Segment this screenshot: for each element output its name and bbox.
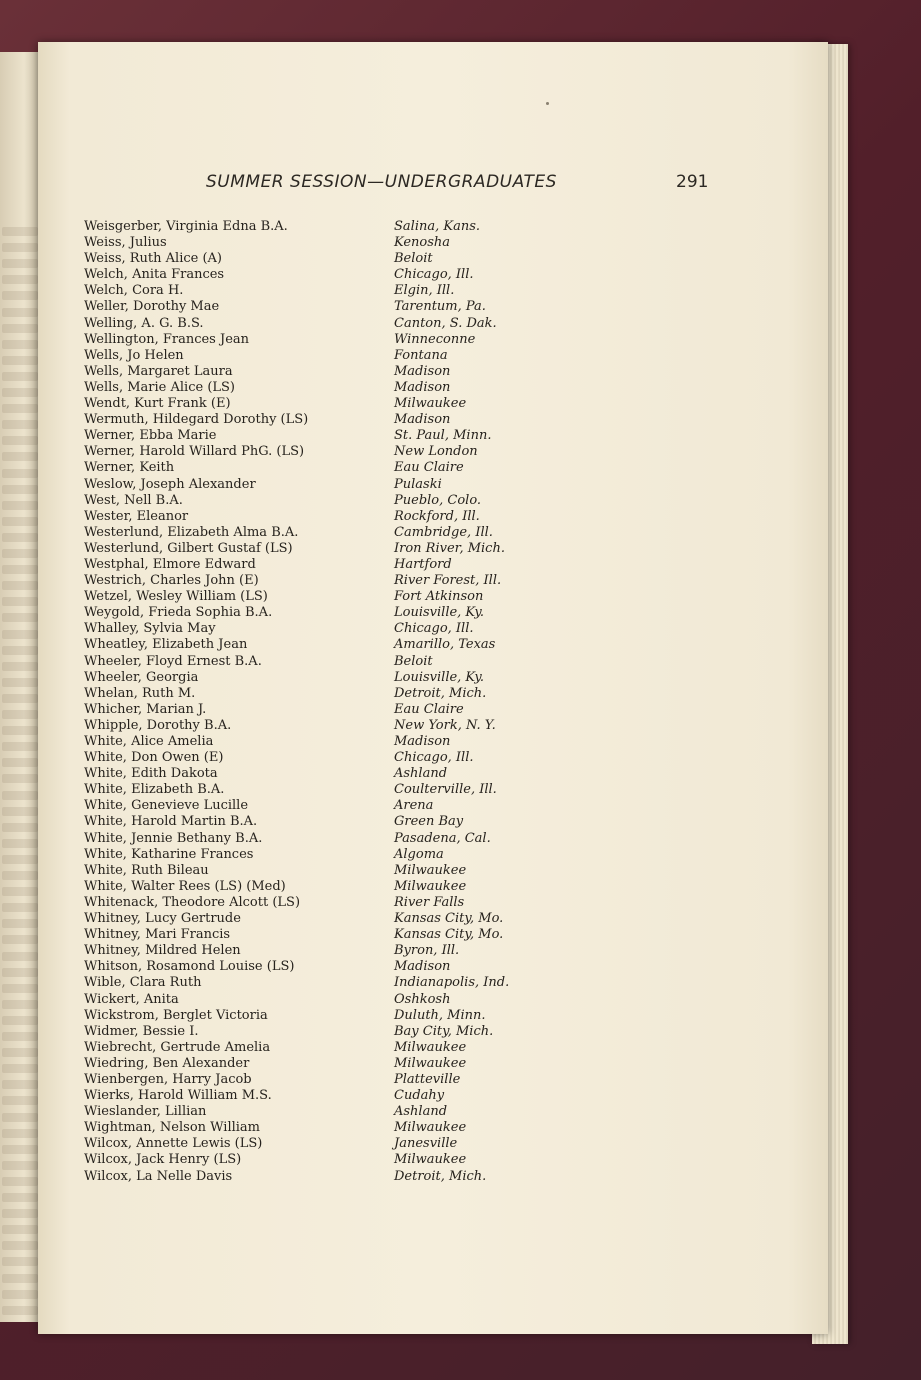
student-name: Weygold, Frieda Sophia B.A. bbox=[84, 605, 273, 621]
show-through-line bbox=[2, 1016, 38, 1025]
show-through-line bbox=[2, 630, 38, 639]
student-name: Whipple, Dorothy B.A. bbox=[84, 717, 232, 733]
list-item bbox=[84, 493, 784, 509]
hometown: Detroit, Mich. bbox=[394, 1168, 487, 1184]
list-item bbox=[84, 316, 784, 332]
show-through-line bbox=[2, 1241, 38, 1250]
hometown: Milwaukee bbox=[394, 396, 467, 412]
hometown: Louisville, Ky. bbox=[394, 669, 485, 685]
hometown: Algoma bbox=[394, 846, 444, 862]
list-item bbox=[84, 782, 784, 798]
hometown: Indianapolis, Ind. bbox=[394, 975, 510, 991]
hometown: New York, N. Y. bbox=[394, 717, 496, 733]
student-name: Weiss, Ruth Alice (A) bbox=[84, 251, 222, 267]
student-name: Whitenack, Theodore Alcott (LS) bbox=[84, 894, 301, 910]
student-name: Whicher, Marian J. bbox=[84, 701, 207, 717]
student-name: Weisgerber, Virginia Edna B.A. bbox=[84, 219, 288, 234]
show-through-line bbox=[2, 887, 38, 896]
student-name: Whelan, Ruth M. bbox=[84, 685, 196, 701]
show-through-line bbox=[2, 1306, 38, 1315]
show-through-line bbox=[2, 356, 38, 365]
show-through-line bbox=[2, 533, 38, 542]
hometown: Fort Atkinson bbox=[394, 589, 484, 605]
show-through-line bbox=[2, 243, 38, 252]
show-through-line bbox=[2, 501, 38, 510]
student-name: Wellington, Frances Jean bbox=[84, 331, 250, 347]
student-name: White, Edith Dakota bbox=[84, 766, 218, 782]
list-item bbox=[84, 814, 784, 830]
hometown: Milwaukee bbox=[394, 1039, 467, 1055]
hometown: Coulterville, Ill. bbox=[394, 782, 497, 798]
show-through-line bbox=[2, 1290, 38, 1299]
hometown: Eau Claire bbox=[394, 701, 464, 717]
hometown: St. Paul, Minn. bbox=[394, 428, 492, 444]
page-number: 291 bbox=[676, 172, 709, 192]
show-through-line bbox=[2, 855, 38, 864]
show-through-line bbox=[2, 678, 38, 687]
show-through-line bbox=[2, 694, 38, 703]
show-through-line bbox=[2, 726, 38, 735]
show-through-line bbox=[2, 952, 38, 961]
show-through-line bbox=[2, 984, 38, 993]
show-through-line bbox=[2, 372, 38, 381]
hometown: River Falls bbox=[394, 894, 465, 910]
hometown: Winneconne bbox=[394, 331, 476, 347]
show-through-line bbox=[2, 404, 38, 413]
student-name: Weller, Dorothy Mae bbox=[84, 299, 220, 315]
student-name: Wells, Jo Helen bbox=[84, 347, 184, 363]
student-name: White, Don Owen (E) bbox=[84, 750, 224, 766]
list-item bbox=[84, 863, 784, 879]
list-item bbox=[84, 477, 784, 493]
student-name: Wilcox, Annette Lewis (LS) bbox=[84, 1136, 263, 1152]
show-through-line bbox=[2, 308, 38, 317]
hometown: Bay City, Mich. bbox=[394, 1023, 494, 1039]
student-name: Westerlund, Elizabeth Alma B.A. bbox=[84, 524, 299, 540]
hometown: Arena bbox=[394, 798, 434, 814]
show-through-line bbox=[2, 839, 38, 848]
student-name: White, Harold Martin B.A. bbox=[84, 814, 258, 830]
show-through-line bbox=[2, 774, 38, 783]
list-item bbox=[84, 734, 784, 750]
show-through-line bbox=[2, 791, 38, 800]
list-item bbox=[84, 1104, 784, 1120]
list-item bbox=[84, 766, 784, 782]
hometown: Iron River, Mich. bbox=[394, 540, 505, 556]
hometown: Madison bbox=[394, 379, 451, 395]
show-through-line bbox=[2, 1129, 38, 1138]
hometown: Louisville, Ky. bbox=[394, 605, 485, 621]
list-item bbox=[84, 396, 784, 412]
student-name: Wieslander, Lillian bbox=[84, 1104, 207, 1120]
student-name: Wickstrom, Berglet Victoria bbox=[84, 1007, 268, 1023]
list-item bbox=[84, 879, 784, 895]
hometown: Tarentum, Pa. bbox=[394, 299, 486, 315]
header-title: SUMMER SESSION—UNDERGRADUATES bbox=[206, 172, 557, 192]
show-through-line bbox=[2, 452, 38, 461]
hometown: Kansas City, Mo. bbox=[394, 927, 504, 943]
student-name: Weiss, Julius bbox=[84, 235, 167, 251]
student-name: Wilcox, La Nelle Davis bbox=[84, 1168, 233, 1184]
hometown: Milwaukee bbox=[394, 1120, 467, 1136]
show-through-line bbox=[2, 710, 38, 719]
show-through-line bbox=[2, 420, 38, 429]
running-header bbox=[38, 172, 828, 196]
student-name: White, Genevieve Lucille bbox=[84, 798, 249, 814]
show-through-line bbox=[2, 436, 38, 445]
list-item bbox=[84, 1008, 784, 1024]
list-item bbox=[84, 895, 784, 911]
student-name: Westrich, Charles John (E) bbox=[84, 573, 259, 589]
show-through-line bbox=[2, 1032, 38, 1041]
student-name: Werner, Harold Willard PhG. (LS) bbox=[84, 444, 305, 460]
list-item bbox=[84, 943, 784, 959]
hometown: Chicago, Ill. bbox=[394, 267, 474, 283]
show-through-line bbox=[2, 1257, 38, 1266]
hometown: Ashland bbox=[394, 766, 448, 782]
hometown: Canton, S. Dak. bbox=[394, 315, 497, 331]
show-through-line bbox=[2, 662, 38, 671]
show-through-line bbox=[2, 324, 38, 333]
hometown: Pulaski bbox=[394, 476, 442, 492]
hometown: Detroit, Mich. bbox=[394, 685, 487, 701]
show-through-line bbox=[2, 613, 38, 622]
hometown: Platteville bbox=[394, 1071, 461, 1087]
hometown: River Forest, Ill. bbox=[394, 573, 502, 589]
list-item bbox=[84, 1072, 784, 1088]
student-name: Wheeler, Georgia bbox=[84, 669, 199, 685]
student-name: Wermuth, Hildegard Dorothy (LS) bbox=[84, 412, 309, 428]
hometown: Milwaukee bbox=[394, 862, 467, 878]
facing-page-edge bbox=[0, 52, 40, 1322]
student-list bbox=[84, 219, 784, 1185]
student-name: Welch, Anita Frances bbox=[84, 267, 225, 283]
student-name: Wickert, Anita bbox=[84, 991, 179, 1007]
student-name: Whitney, Mari Francis bbox=[84, 927, 231, 943]
show-through-line bbox=[2, 919, 38, 928]
list-item bbox=[84, 637, 784, 653]
show-through-line bbox=[2, 581, 38, 590]
hometown: Elgin, Ill. bbox=[394, 283, 455, 299]
list-item bbox=[84, 1040, 784, 1056]
show-through-line bbox=[2, 227, 38, 236]
show-through-line bbox=[2, 1000, 38, 1009]
hometown: Pasadena, Cal. bbox=[394, 830, 491, 846]
hometown: Milwaukee bbox=[394, 1152, 467, 1168]
list-item bbox=[84, 670, 784, 686]
hometown: Beloit bbox=[394, 251, 433, 267]
show-through-line bbox=[2, 565, 38, 574]
hometown: New London bbox=[394, 444, 478, 460]
show-through-line bbox=[2, 1161, 38, 1170]
list-item bbox=[84, 959, 784, 975]
list-item bbox=[84, 686, 784, 702]
hometown: Chicago, Ill. bbox=[394, 621, 474, 637]
list-item bbox=[84, 509, 784, 525]
student-name: Wible, Clara Ruth bbox=[84, 975, 202, 991]
show-through-line bbox=[2, 275, 38, 284]
student-name: Wester, Eleanor bbox=[84, 508, 189, 524]
student-name: Wheeler, Floyd Ernest B.A. bbox=[84, 653, 262, 669]
show-through-line bbox=[2, 871, 38, 880]
hometown: Salina, Kans. bbox=[394, 219, 480, 234]
list-item bbox=[84, 1024, 784, 1040]
show-through-line bbox=[2, 1274, 38, 1283]
list-item bbox=[84, 332, 784, 348]
show-through-line bbox=[2, 259, 38, 268]
list-item bbox=[84, 573, 784, 589]
hometown: Pueblo, Colo. bbox=[394, 492, 482, 508]
list-item bbox=[84, 1056, 784, 1072]
list-item bbox=[84, 605, 784, 621]
student-name: Wells, Margaret Laura bbox=[84, 363, 233, 379]
student-name: White, Elizabeth B.A. bbox=[84, 782, 225, 798]
show-through-line bbox=[2, 1064, 38, 1073]
show-through-line bbox=[2, 935, 38, 944]
list-item bbox=[84, 1152, 784, 1168]
hometown: Beloit bbox=[394, 653, 433, 669]
show-through-line bbox=[2, 1145, 38, 1154]
hometown: Milwaukee bbox=[394, 878, 467, 894]
list-item bbox=[84, 219, 784, 235]
hometown: Hartford bbox=[394, 556, 452, 572]
list-item bbox=[84, 621, 784, 637]
student-name: Wiebrecht, Gertrude Amelia bbox=[84, 1039, 271, 1055]
list-item bbox=[84, 235, 784, 251]
speck bbox=[546, 102, 549, 105]
show-through-line bbox=[2, 291, 38, 300]
show-through-line bbox=[2, 469, 38, 478]
show-through-line bbox=[2, 597, 38, 606]
student-name: Werner, Keith bbox=[84, 460, 175, 476]
student-name: Wiedring, Ben Alexander bbox=[84, 1055, 250, 1071]
hometown: Cudahy bbox=[394, 1088, 445, 1104]
show-through-line bbox=[2, 1048, 38, 1057]
show-through-line bbox=[2, 742, 38, 751]
show-through-line bbox=[2, 549, 38, 558]
show-through-line bbox=[2, 823, 38, 832]
hometown: Madison bbox=[394, 734, 451, 749]
list-item bbox=[84, 927, 784, 943]
list-item bbox=[84, 1120, 784, 1136]
hometown: Duluth, Minn. bbox=[394, 1007, 486, 1023]
show-through-line bbox=[2, 968, 38, 977]
list-item bbox=[84, 557, 784, 573]
show-through-line bbox=[2, 646, 38, 655]
list-item bbox=[84, 1169, 784, 1185]
student-name: Wendt, Kurt Frank (E) bbox=[84, 396, 231, 412]
student-name: Whalley, Sylvia May bbox=[84, 621, 216, 637]
student-name: Welch, Cora H. bbox=[84, 283, 184, 299]
student-name: White, Katharine Frances bbox=[84, 846, 254, 862]
student-name: Wilcox, Jack Henry (LS) bbox=[84, 1152, 242, 1168]
list-item bbox=[84, 251, 784, 267]
show-through-line bbox=[2, 1177, 38, 1186]
student-name: Whitney, Mildred Helen bbox=[84, 943, 241, 959]
hometown: Milwaukee bbox=[394, 1055, 467, 1071]
list-item bbox=[84, 831, 784, 847]
list-item bbox=[84, 348, 784, 364]
hometown: Rockford, Ill. bbox=[394, 508, 480, 524]
hometown: Chicago, Ill. bbox=[394, 750, 474, 766]
list-item bbox=[84, 525, 784, 541]
list-item bbox=[84, 847, 784, 863]
show-through-line bbox=[2, 1096, 38, 1105]
hometown: Green Bay bbox=[394, 814, 464, 830]
hometown: Oshkosh bbox=[394, 991, 451, 1007]
hometown: Madison bbox=[394, 363, 451, 379]
list-item bbox=[84, 299, 784, 315]
hometown: Eau Claire bbox=[394, 460, 464, 476]
book-page bbox=[38, 42, 828, 1334]
list-item bbox=[84, 1136, 784, 1152]
list-item bbox=[84, 428, 784, 444]
student-name: White, Walter Rees (LS) (Med) bbox=[84, 878, 286, 894]
hometown: Cambridge, Ill. bbox=[394, 524, 493, 540]
student-name: Wetzel, Wesley William (LS) bbox=[84, 589, 268, 605]
list-item bbox=[84, 589, 784, 605]
student-name: Whitney, Lucy Gertrude bbox=[84, 911, 241, 927]
student-name: Westphal, Elmore Edward bbox=[84, 556, 256, 572]
student-name: Wightman, Nelson William bbox=[84, 1120, 260, 1136]
show-through-line bbox=[2, 1225, 38, 1234]
show-through-line bbox=[2, 758, 38, 767]
list-item bbox=[84, 380, 784, 396]
student-name: Wheatley, Elizabeth Jean bbox=[84, 637, 248, 653]
student-name: Wierks, Harold William M.S. bbox=[84, 1088, 272, 1104]
hometown: Byron, Ill. bbox=[394, 943, 460, 959]
show-through-line bbox=[2, 1209, 38, 1218]
student-name: Whitson, Rosamond Louise (LS) bbox=[84, 959, 295, 975]
show-through-line bbox=[2, 903, 38, 912]
show-through-line bbox=[2, 388, 38, 397]
student-name: Weslow, Joseph Alexander bbox=[84, 476, 256, 492]
show-through-line bbox=[2, 1080, 38, 1089]
show-through-line bbox=[2, 485, 38, 494]
hometown: Fontana bbox=[394, 347, 448, 363]
list-item bbox=[84, 283, 784, 299]
list-item bbox=[84, 992, 784, 1008]
student-name: White, Alice Amelia bbox=[84, 734, 214, 749]
hometown: Janesville bbox=[394, 1136, 458, 1152]
show-through-line bbox=[2, 1113, 38, 1122]
student-name: Wells, Marie Alice (LS) bbox=[84, 379, 235, 395]
student-name: Werner, Ebba Marie bbox=[84, 428, 217, 444]
student-name: White, Ruth Bileau bbox=[84, 862, 209, 878]
student-name: White, Jennie Bethany B.A. bbox=[84, 830, 263, 846]
list-item bbox=[84, 911, 784, 927]
show-through-line bbox=[2, 807, 38, 816]
list-item bbox=[84, 750, 784, 766]
list-item bbox=[84, 364, 784, 380]
list-item bbox=[84, 798, 784, 814]
student-name: Wienbergen, Harry Jacob bbox=[84, 1071, 252, 1087]
list-item bbox=[84, 541, 784, 557]
list-item bbox=[84, 718, 784, 734]
list-item bbox=[84, 654, 784, 670]
student-name: Westerlund, Gilbert Gustaf (LS) bbox=[84, 540, 293, 556]
list-item bbox=[84, 1088, 784, 1104]
hometown: Ashland bbox=[394, 1104, 448, 1120]
hometown: Amarillo, Texas bbox=[394, 637, 496, 653]
show-through-line bbox=[2, 517, 38, 526]
list-item bbox=[84, 975, 784, 991]
hometown: Madison bbox=[394, 959, 451, 975]
list-item bbox=[84, 267, 784, 283]
list-item bbox=[84, 460, 784, 476]
list-item bbox=[84, 702, 784, 718]
student-name: Widmer, Bessie I. bbox=[84, 1023, 199, 1039]
student-name: West, Nell B.A. bbox=[84, 492, 183, 508]
list-item bbox=[84, 444, 784, 460]
hometown: Kansas City, Mo. bbox=[394, 911, 504, 927]
hometown: Madison bbox=[394, 412, 451, 428]
show-through-line bbox=[2, 1193, 38, 1202]
student-name: Welling, A. G. B.S. bbox=[84, 315, 204, 331]
list-item bbox=[84, 412, 784, 428]
show-through-line bbox=[2, 340, 38, 349]
hometown: Kenosha bbox=[394, 235, 451, 251]
